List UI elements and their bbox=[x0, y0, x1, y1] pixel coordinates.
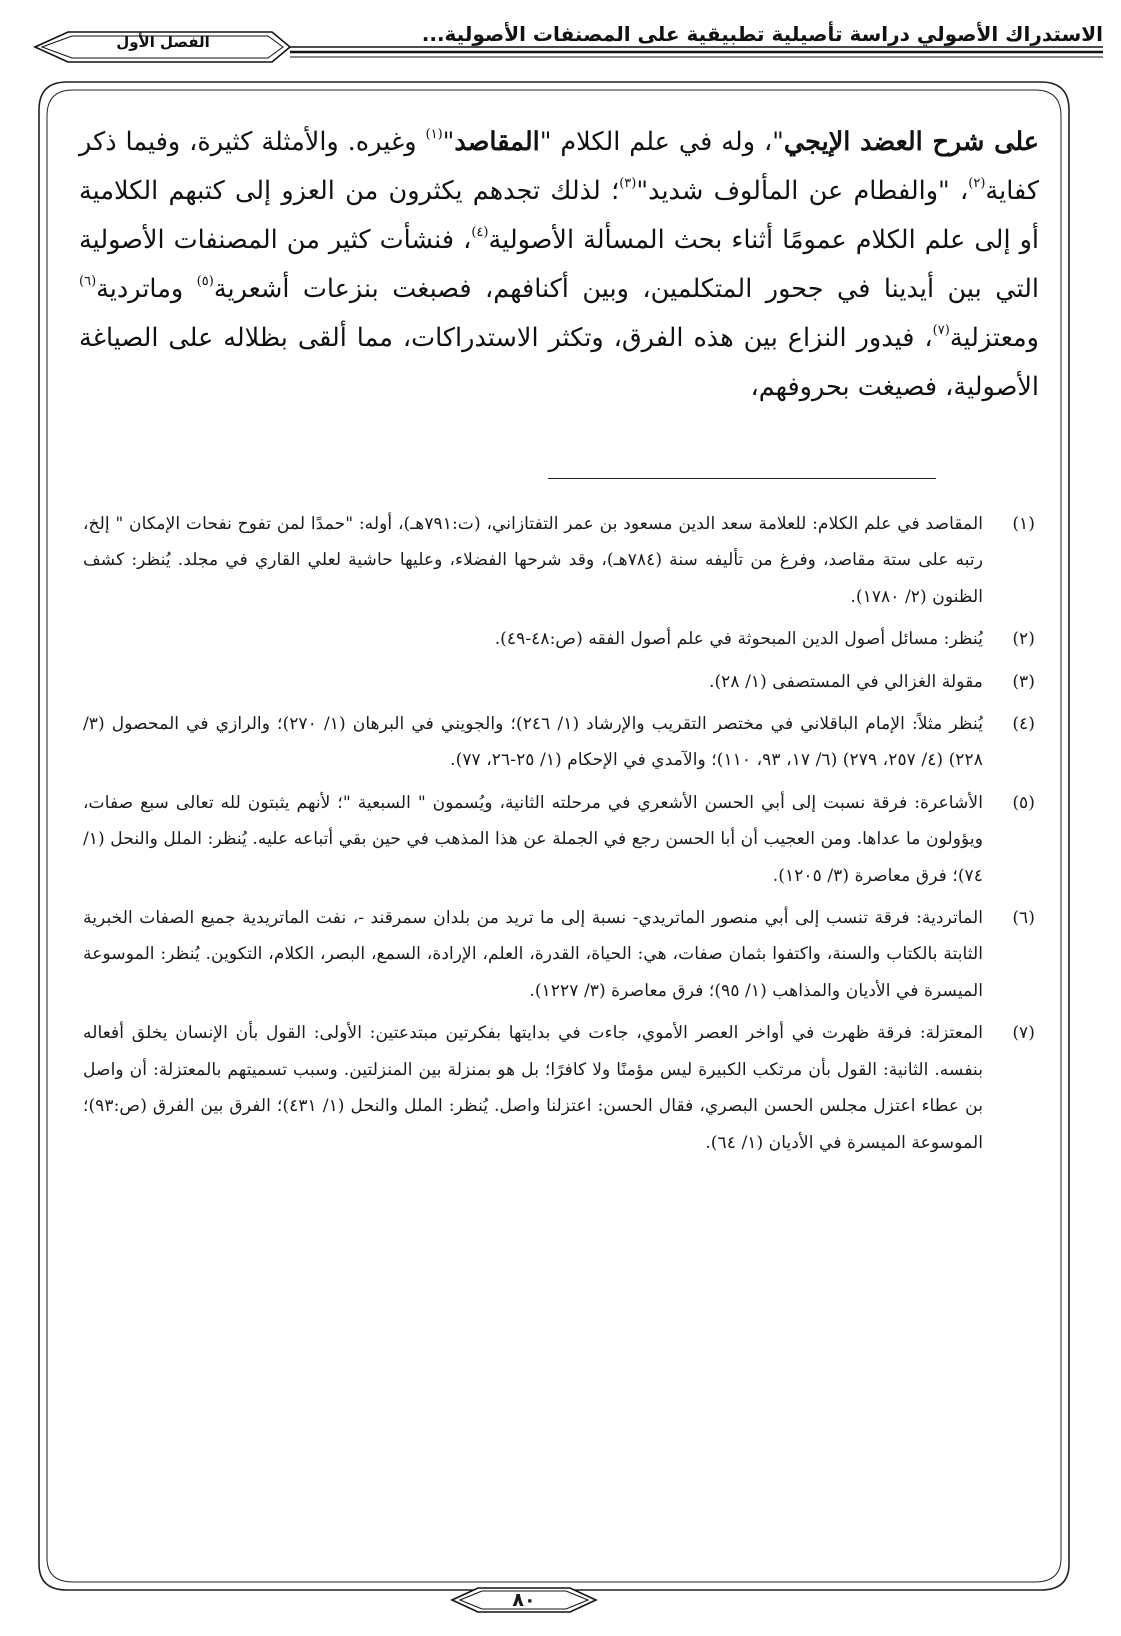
text-run: ، فيدور النزاع بين هذه الفرق، وتكثر الاستدراكات، مما ألقى بظلاله على الصياغة الأصولية، فصيغت بحروفهم، bbox=[79, 323, 1039, 402]
footnote-ref[interactable]: (٦) bbox=[79, 274, 97, 289]
footnote-number: (٢) bbox=[1012, 629, 1035, 650]
text-run: ، "والفطام عن المألوف شديد" bbox=[636, 176, 969, 206]
footnote-number: (٥) bbox=[1012, 792, 1035, 813]
footnote-1 bbox=[83, 506, 1035, 615]
footnote-ref[interactable]: (١) bbox=[425, 127, 443, 142]
chapter-label: الفصل الأول bbox=[116, 33, 210, 51]
footnote-ref[interactable]: (٢) bbox=[968, 176, 986, 191]
footnote-number: (٤) bbox=[1012, 714, 1035, 735]
footnote-6 bbox=[83, 900, 1035, 1009]
footnote-5 bbox=[83, 785, 1035, 894]
footnote-text: يُنظر مثلاً: الإمام الباقلاني في مختصر التقريب والإرشاد (١/ ٢٤٦)؛ والجويني في البرهان (١/ ٢٧٠)؛ والرازي في المحصول (٣/ ٢٢٨) (٤/ ٢٥٧، ٢٧٩) (٦/ ١٧، ٩٣، ١١٠)؛ والآمدي في الإحكام (١/ ٢٥-٢٦، ٧٧). bbox=[83, 714, 983, 771]
footnote-2 bbox=[83, 621, 1035, 657]
footnote-number: (٣) bbox=[1012, 671, 1035, 692]
bold-phrase-maqasid: المقاصد bbox=[454, 127, 540, 157]
footnote-text: الماتردية: فرقة تنسب إلى أبي منصور الماتريدي- نسبة إلى ما تريد من بلدان سمرقند -، نفت الماتريدية جميع الصفات الخبرية الثابتة بالكتاب والسنة، واكتفوا بثمان صفات، هي: الحياة، القدرة، العلم، الإرادة، السمع، البصر، الكلام، التكوين. يُنظر: الموسوعة الميسرة في الأديان والمذاهب (١/ ٩٥)؛ فرق معاصرة (٣/ ١٢٢٧). bbox=[83, 908, 983, 1001]
text-run: ، فنشأت كثير من المصنفات الأصولية التي بين أيدينا في جحور المتكلمين، وبين أكنافهم، فصبغت بنزعات أشعرية bbox=[79, 225, 1040, 304]
footnote-number: (٦) bbox=[1012, 908, 1035, 929]
footnote-number: (٧) bbox=[1012, 1023, 1035, 1044]
footnote-4 bbox=[83, 706, 1035, 779]
footnote-separator bbox=[548, 478, 936, 479]
text-run: ومعتزلية bbox=[949, 323, 1039, 353]
text-run: وماتردية bbox=[96, 274, 197, 304]
footnote-text: الأشاعرة: فرقة نسبت إلى أبي الحسن الأشعري في مرحلته الثانية، ويُسمون " السبعية "؛ لأنهم يثبتون لله تعالى سبع صفات، ويؤولون ما عداها. ومن العجيب أن أبا الحسن رجع في الجملة عن هذا المذهب في حين بقي أتباعه عليه. يُنظر: الملل والنحل (١/ ٧٤)؛ فرق معاصرة (٣/ ١٢٠٥). bbox=[83, 792, 983, 886]
text-run: ؛ لذلك تجدهم يكثرون من العزو إلى كتبهم الكلامية أو إلى علم الكلام عمومًا أثناء بحث المسألة الأصولية bbox=[79, 176, 1039, 255]
footnote-ref[interactable]: (٣) bbox=[619, 176, 637, 191]
footnote-ref[interactable]: (٤) bbox=[471, 225, 489, 240]
footnotes bbox=[83, 506, 1035, 1167]
text-run: " bbox=[442, 127, 455, 157]
book-title: الاستدراك الأصولي دراسة تأصيلية تطبيقية على المصنفات الأصولية... bbox=[421, 22, 1103, 46]
footnote-text: مقولة الغزالي في المستصفى (١/ ٢٨). bbox=[709, 671, 983, 692]
footnote-text: المعتزلة: فرقة ظهرت في أواخر العصر الأموي، جاءت في بدايتها بفكرتين مبتدعتين: الأولى: القول بأن الإنسان يخلق أفعاله بنفسه. الثانية: القول بأن مرتكب الكبيرة ليس مؤمنًا ولا كافرًا؛ بل هو بمنزلة بين المنزلتين. وسبب تسميتهم بالمعتزلة: أن واصل بن عطاء اعتزل مجلس الحسن البصري، فقال الحسن: اعتزلنا واصل. يُنظر: الملل والنحل (١/ ٤٣١)؛ الفرق بين الفرق (ص:٩٣)؛ الموسوعة الميسرة في الأديان (١/ ٦٤). bbox=[83, 1023, 983, 1153]
footnote-3 bbox=[83, 664, 1035, 700]
text-run: وغيره. والأمثلة كثيرة، وفيما ذكر كفاية bbox=[79, 127, 1039, 206]
page-number: ٨٠ bbox=[512, 1589, 536, 1611]
footnote-text: المقاصد في علم الكلام: للعلامة سعد الدين مسعود بن عمر التفتازاني، (ت:٧٩١هـ)، أوله: "حمدًا لمن تفوح نفحات الإمكان " إلخ، رتبه على ستة مقاصد، وفرغ من تأليفه سنة (٧٨٤هـ)، وقد شرحها الفضلاء، وعليها حاشية لعلي القاري في مجلد. يُنظر: كشف الظنون (٢/ ١٧٨٠). bbox=[83, 514, 983, 607]
body-paragraph bbox=[79, 118, 1039, 412]
footnote-text: يُنظر: مسائل أصول الدين المبحوثة في علم أصول الفقه (ص:٤٨-٤٩). bbox=[494, 629, 983, 650]
footnote-ref[interactable]: (٥) bbox=[196, 274, 214, 289]
footnote-7 bbox=[83, 1015, 1035, 1161]
footnote-ref[interactable]: (٧) bbox=[932, 323, 950, 338]
running-header bbox=[0, 0, 1121, 68]
footnote-number: (١) bbox=[1012, 514, 1035, 534]
bold-phrase-sharh: على شرح العضد الإيجي bbox=[783, 127, 1039, 157]
text-run: "، وله في علم الكلام " bbox=[539, 127, 784, 157]
